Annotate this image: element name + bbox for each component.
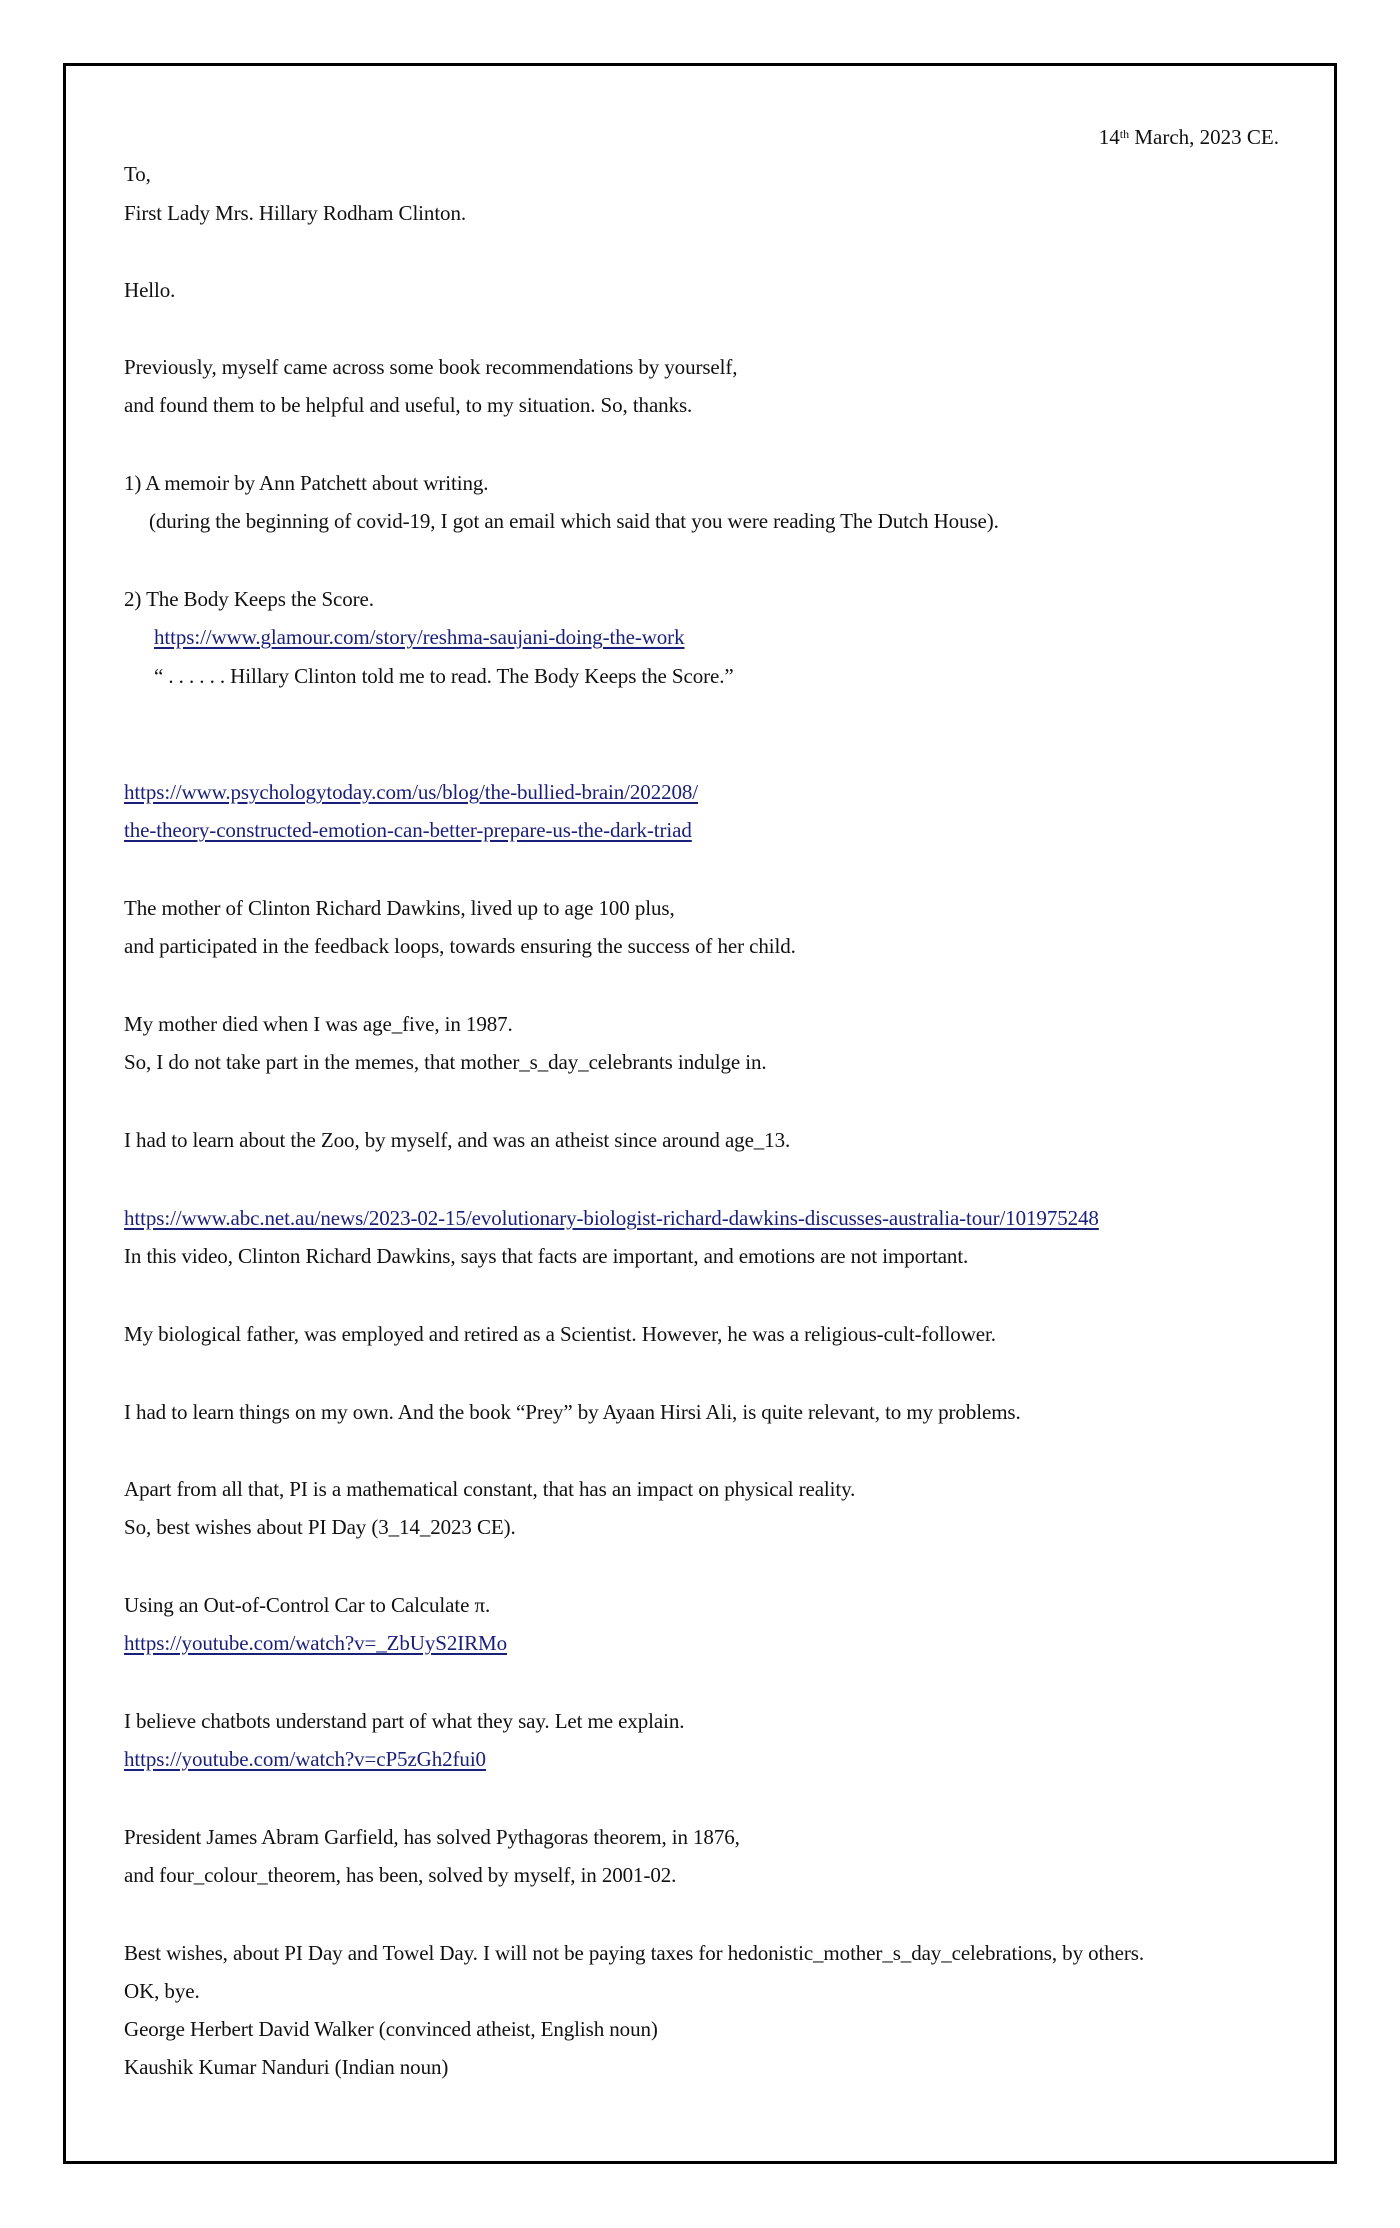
greeting: Hello. xyxy=(124,278,176,302)
book-item-1-title: 1) A memoir by Ann Patchett about writing. xyxy=(124,471,489,495)
chatbot-video-title: I believe chatbots understand part of what they say. Let me explain. xyxy=(124,1709,685,1733)
abc-news-link[interactable]: https://www.abc.net.au/news/2023-02-15/evolutionary-biologist-richard-dawkins-discusses-australia-tour/101975248 xyxy=(124,1206,1099,1230)
book-item-2-title: 2) The Body Keeps the Score. xyxy=(124,587,374,611)
chatbot-video-link[interactable]: https://youtube.com/watch?v=cP5zGh2fui0 xyxy=(124,1747,486,1771)
my-mother-line-2: So, I do not take part in the memes, that mother_s_day_celebrants indulge in. xyxy=(124,1050,767,1074)
theorems-line-1: President James Abram Garfield, has solved Pythagoras theorem, in 1876, xyxy=(124,1825,740,1849)
pi-line-2: So, best wishes about PI Day (3_14_2023 CE). xyxy=(124,1515,516,1539)
date-day: 14 xyxy=(1098,125,1120,149)
signature-english: George Herbert David Walker (convinced atheist, English noun) xyxy=(124,2017,658,2041)
pi-line-1: Apart from all that, PI is a mathematical constant, that has an impact on physical reality. xyxy=(124,1477,856,1501)
abc-video-note: In this video, Clinton Richard Dawkins, says that facts are important, and emotions are not important. xyxy=(124,1244,969,1268)
my-mother-line-1: My mother died when I was age_five, in 1987. xyxy=(124,1012,513,1036)
dawkins-mother-line-2: and participated in the feedback loops, towards ensuring the success of her child. xyxy=(124,934,796,958)
dawkins-mother-line-1: The mother of Clinton Richard Dawkins, lived up to age 100 plus, xyxy=(124,896,675,920)
letter-date xyxy=(1099,124,1279,150)
date-day-suffix: th xyxy=(1119,127,1130,141)
prey-paragraph: I had to learn things on my own. And the book “Prey” by Ayaan Hirsi Ali, is quite relevant, to my problems. xyxy=(124,1400,1021,1424)
theorems-line-2: and four_colour_theorem, has been, solved by myself, in 2001-02. xyxy=(124,1863,677,1887)
book-item-2-quote: “ . . . . . . Hillary Clinton told me to read. The Body Keeps the Score.” xyxy=(154,664,734,688)
glamour-link[interactable]: https://www.glamour.com/story/reshma-saujani-doing-the-work xyxy=(154,625,685,649)
car-video-link[interactable]: https://youtube.com/watch?v=_ZbUyS2IRMo xyxy=(124,1631,507,1655)
zoo-paragraph: I had to learn about the Zoo, by myself, and was an atheist since around age_13. xyxy=(124,1128,791,1152)
psychology-today-link-line-2[interactable]: the-theory-constructed-emotion-can-better-prepare-us-the-dark-triad xyxy=(124,818,692,842)
signature-indian: Kaushik Kumar Nanduri (Indian noun) xyxy=(124,2055,449,2079)
psychology-today-link-line-1[interactable]: https://www.psychologytoday.com/us/blog/the-bullied-brain/202208/ xyxy=(124,780,699,804)
date-rest: March, 2023 CE. xyxy=(1129,125,1279,149)
salutation-to: To, xyxy=(124,162,151,186)
closing-line-2: OK, bye. xyxy=(124,1979,200,2003)
intro-line-1: Previously, myself came across some book recommendations by yourself, xyxy=(124,355,738,379)
book-item-1-note: (during the beginning of covid-19, I got an email which said that you were reading The Dutch House). xyxy=(149,509,999,533)
intro-line-2: and found them to be helpful and useful, to my situation. So, thanks. xyxy=(124,393,693,417)
father-paragraph: My biological father, was employed and retired as a Scientist. However, he was a religious-cult-follower. xyxy=(124,1322,996,1346)
car-video-title: Using an Out-of-Control Car to Calculate π. xyxy=(124,1593,491,1617)
recipient: First Lady Mrs. Hillary Rodham Clinton. xyxy=(124,201,467,225)
closing-line-1: Best wishes, about PI Day and Towel Day. I will not be paying taxes for hedonistic_mother_s_day_celebrations, by others. xyxy=(124,1941,1144,1965)
